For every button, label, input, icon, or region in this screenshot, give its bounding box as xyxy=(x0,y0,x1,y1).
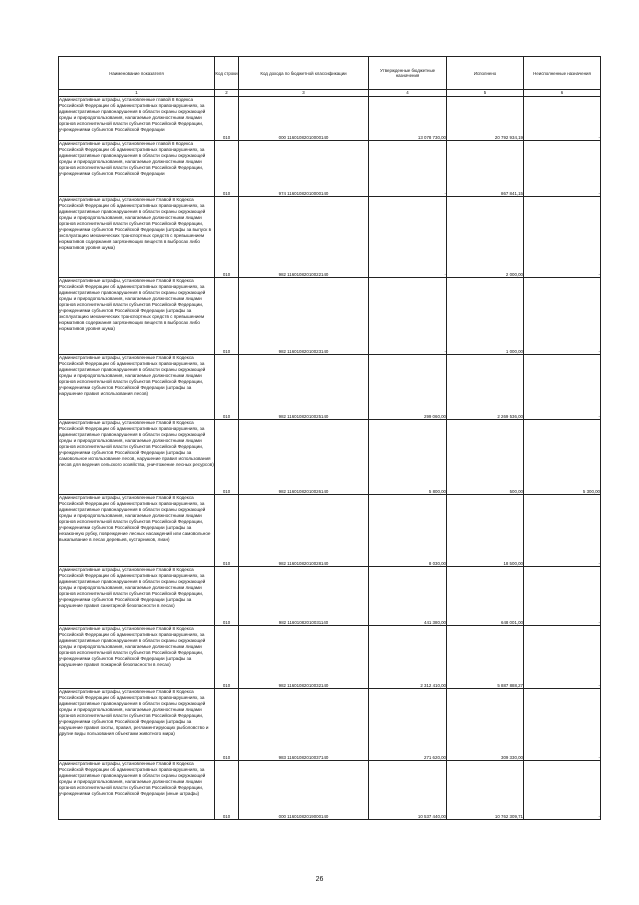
header-line-code: Код строки xyxy=(215,57,239,90)
income-code: 983 11601082010037140 xyxy=(239,689,369,761)
indicator-name: Административные штрафы, установленные Главой 8 Кодекса Российской Федерации об административных правонарушениях, за административные правонарушения в области охраны окружающей среды и природопользования, налагаемые должностными лицами органов исполнительной власти субъектов Российской Федерации, учреждениями субъектов Российской Федерации (штрафы за выпуск в эксплуатацию механических транспортных средств с превышением нормативов содержания загрязняющих веществ в выбросах либо нормативов уровня шума) xyxy=(59,197,215,278)
budget-execution-table xyxy=(58,56,601,820)
unexecuted-amount: - xyxy=(524,141,601,197)
unexecuted-amount: - xyxy=(524,197,601,278)
header-row xyxy=(59,57,601,90)
approved-amount: - xyxy=(369,278,447,355)
executed-amount: 2 000,00 xyxy=(447,197,524,278)
approved-amount: 299 060,00 xyxy=(369,355,447,420)
approved-amount: 13 078 730,00 xyxy=(369,97,447,141)
executed-amount: 20 792 934,19 xyxy=(447,97,524,141)
indicator-name: Административные штрафы, установленные Главой 8 Кодекса Российской Федерации об административных правонарушениях, за административные правонарушения в области охраны окружающей среды и природопользования, налагаемые должностными лицами органов исполнительной власти субъектов Российской Федерации, учреждениями субъектов Российской Федерации (иные штрафы) xyxy=(59,761,215,820)
table-row xyxy=(59,420,601,495)
column-number: 4 xyxy=(369,90,447,97)
unexecuted-amount: - xyxy=(524,355,601,420)
indicator-name: Административные штрафы, установленные Главой 8 Кодекса Российской Федерации об административных правонарушениях, за административные правонарушения в области охраны окружающей среды и природопользования, налагаемые должностными лицами органов исполнительной власти субъектов Российской Федерации, учреждениями субъектов Российской Федерации (штрафы за нарушение правил пожарной безопасности в лесах) xyxy=(59,626,215,689)
header-indicator-name: Наименование показателя xyxy=(59,57,215,90)
column-number-row xyxy=(59,90,601,97)
unexecuted-amount: - xyxy=(524,567,601,626)
header-approved: Утвержденные бюджетные назначения xyxy=(369,57,447,90)
indicator-name: Административные штрафы, установленные главой 8 Кодекса Российской Федерации об административных правонарушениях, за административные правонарушения в области охраны окружающей среды и природопользования, налагаемые должностными лицами органов исполнительной власти субъектов Российской Федерации, учреждениями субъектов Российской Федерации xyxy=(59,97,215,141)
approved-amount: 271 620,00 xyxy=(369,689,447,761)
table-row xyxy=(59,141,601,197)
line-code: 010 xyxy=(215,197,239,278)
income-code: 000 11601082010000140 xyxy=(239,97,369,141)
table-row xyxy=(59,567,601,626)
unexecuted-amount: 5 300,00 xyxy=(524,420,601,495)
income-code: 000 11601082019000140 xyxy=(239,761,369,820)
executed-amount: 5 887 888,27 xyxy=(447,626,524,689)
approved-amount: 441 380,00 xyxy=(369,567,447,626)
indicator-name: Административные штрафы, установленные Главой 8 Кодекса Российской Федерации об административных правонарушениях, за административные правонарушения в области охраны окружающей среды и природопользования, налагаемые должностными лицами органов исполнительной власти субъектов Российской Федерации, учреждениями субъектов Российской Федерации (штрафы за нарушение правил использования лесов) xyxy=(59,355,215,420)
line-code: 010 xyxy=(215,567,239,626)
income-code: 982 11601082010032140 xyxy=(239,626,369,689)
line-code: 010 xyxy=(215,141,239,197)
line-code: 010 xyxy=(215,420,239,495)
income-code: 974 11601082010000140 xyxy=(239,141,369,197)
income-code: 982 11601082010022140 xyxy=(239,197,369,278)
table-row xyxy=(59,495,601,567)
indicator-name: Административные штрафы, установленные Главой 8 Кодекса Российской Федерации об административных правонарушениях, за административные правонарушения в области охраны окружающей среды и природопользования, налагаемые должностными лицами органов исполнительной власти субъектов Российской Федерации, учреждениями субъектов Российской Федерации (штрафы за самовольное использование лесов, нарушение правил использования лесов для ведения сельского хозяйства, уничтожение лесных ресурсов) xyxy=(59,420,215,495)
line-code: 010 xyxy=(215,278,239,355)
executed-amount: 309 330,00 xyxy=(447,689,524,761)
line-code: 010 xyxy=(215,761,239,820)
approved-amount: 10 537 440,00 xyxy=(369,761,447,820)
indicator-name: Административные штрафы, установленные главой 8 Кодекса Российской Федерации об административных правонарушениях, за административные правонарушения в области охраны окружающей среды и природопользования, налагаемые должностными лицами органов исполнительной власти субъектов Российской Федерации, учреждениями субъектов Российской Федерации xyxy=(59,141,215,197)
executed-amount: 867 841,15 xyxy=(447,141,524,197)
column-number: 1 xyxy=(59,90,215,97)
unexecuted-amount: - xyxy=(524,689,601,761)
income-code: 982 11601082010023140 xyxy=(239,278,369,355)
executed-amount: 648 001,00 xyxy=(447,567,524,626)
indicator-name: Административные штрафы, установленные Главой 8 Кодекса Российской Федерации об административных правонарушениях, за административные правонарушения в области охраны окружающей среды и природопользования, налагаемые должностными лицами органов исполнительной власти субъектов Российской Федерации, учреждениями субъектов Российской Федерации (штрафы за нарушение правил охоты, правил, регламентирующих рыболовство и другие виды пользования объектами животного мира) xyxy=(59,689,215,761)
header-unexecuted: Неисполненные назначения xyxy=(524,57,601,90)
executed-amount: 2 269 536,00 xyxy=(447,355,524,420)
column-number: 2 xyxy=(215,90,239,97)
line-code: 010 xyxy=(215,97,239,141)
page-number: 26 xyxy=(315,876,324,883)
executed-amount: 18 500,00 xyxy=(447,495,524,567)
header-income-code: Код дохода по бюджетной классификации xyxy=(239,57,369,90)
line-code: 010 xyxy=(215,689,239,761)
income-code: 982 11601082010031140 xyxy=(239,567,369,626)
unexecuted-amount: - xyxy=(524,278,601,355)
line-code: 010 xyxy=(215,495,239,567)
unexecuted-amount: - xyxy=(524,626,601,689)
table-row xyxy=(59,355,601,420)
executed-amount: 500,00 xyxy=(447,420,524,495)
table-row xyxy=(59,197,601,278)
approved-amount: - xyxy=(369,197,447,278)
header-executed: Исполнено xyxy=(447,57,524,90)
approved-amount: - xyxy=(369,141,447,197)
table-row xyxy=(59,97,601,141)
approved-amount: 2 312 410,00 xyxy=(369,626,447,689)
column-number: 3 xyxy=(239,90,369,97)
income-code: 982 11601082010028140 xyxy=(239,495,369,567)
column-number: 6 xyxy=(524,90,601,97)
income-code: 982 11601082010026140 xyxy=(239,420,369,495)
table-row xyxy=(59,278,601,355)
indicator-name: Административные штрафы, установленные Главой 8 Кодекса Российской Федерации об административных правонарушениях, за административные правонарушения в области охраны окружающей среды и природопользования, налагаемые должностными лицами органов исполнительной власти субъектов Российской Федерации, учреждениями субъектов Российской Федерации (штрафы за незаконную рубку, повреждение лесных насаждений или самовольное выкапывание в лесах деревьев, кустарников, лиан) xyxy=(59,495,215,567)
unexecuted-amount: - xyxy=(524,761,601,820)
table-row xyxy=(59,689,601,761)
approved-amount: 5 800,00 xyxy=(369,420,447,495)
line-code: 010 xyxy=(215,355,239,420)
income-code: 982 11601082010025140 xyxy=(239,355,369,420)
unexecuted-amount: - xyxy=(524,97,601,141)
indicator-name: Административные штрафы, установленные Главой 8 Кодекса Российской Федерации об административных правонарушениях, за административные правонарушения в области охраны окружающей среды и природопользования, налагаемые должностными лицами органов исполнительной власти субъектов Российской Федерации, учреждениями субъектов Российской Федерации (штрафы за нарушение правил санитарной безопасности в лесах) xyxy=(59,567,215,626)
executed-amount: 10 762 309,71 xyxy=(447,761,524,820)
column-number: 5 xyxy=(447,90,524,97)
approved-amount: 8 030,00 xyxy=(369,495,447,567)
indicator-name: Административные штрафы, установленные Главой 8 Кодекса Российской Федерации об административных правонарушениях, за административные правонарушения в области охраны окружающей среды и природопользования, налагаемые должностными лицами органов исполнительной власти субъектов Российской Федерации, учреждениями субъектов Российской Федерации (штрафы за эксплуатацию механических транспортных средств с превышением нормативов содержания загрязняющих веществ в выбросах либо нормативов уровня шума) xyxy=(59,278,215,355)
executed-amount: 1 000,00 xyxy=(447,278,524,355)
line-code: 010 xyxy=(215,626,239,689)
table-row xyxy=(59,761,601,820)
table-row xyxy=(59,626,601,689)
unexecuted-amount: - xyxy=(524,495,601,567)
